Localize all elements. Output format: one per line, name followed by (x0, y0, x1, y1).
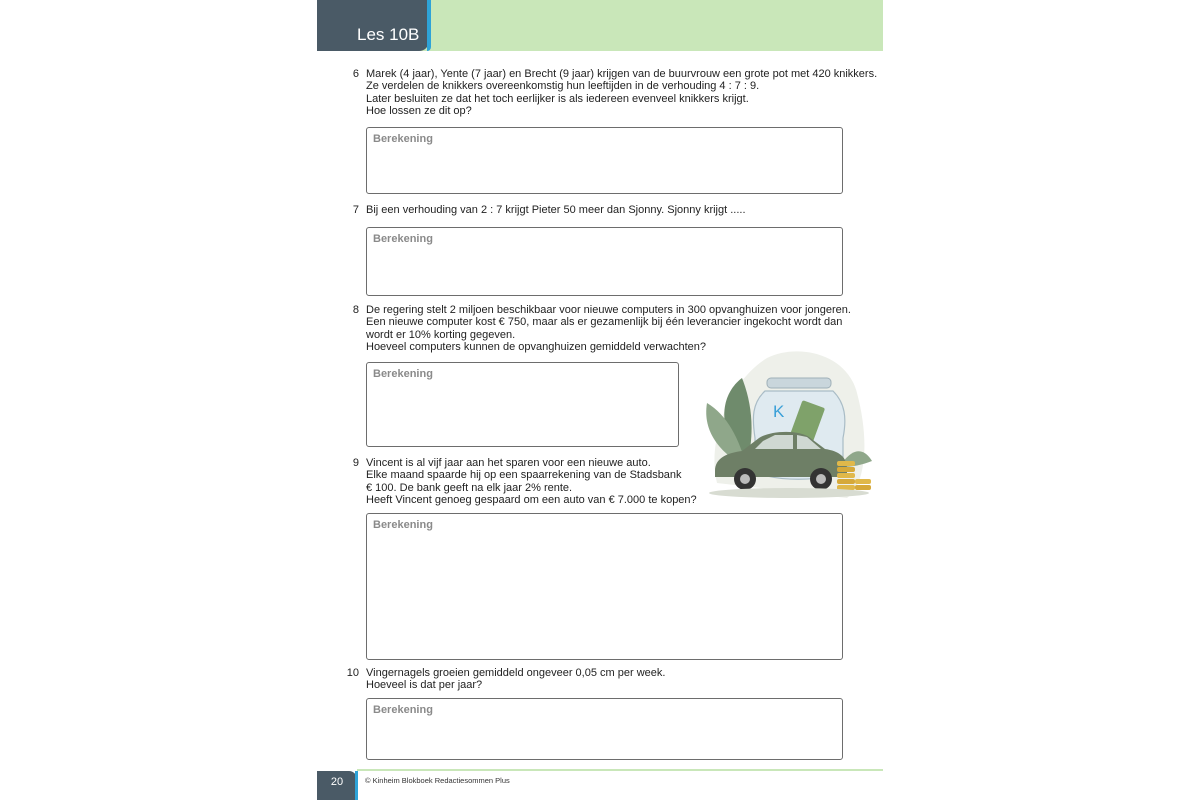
answer-box[interactable] (366, 513, 843, 660)
question-line: Hoeveel is dat per jaar? (366, 679, 483, 692)
answer-box[interactable] (366, 127, 843, 194)
question-number: 6 (352, 68, 359, 80)
answer-box[interactable] (366, 698, 843, 760)
page-number: 20 (330, 776, 344, 788)
question-line: € 100. De bank geeft na elk jaar 2% rente. (366, 481, 573, 494)
question-line: Later besluiten ze dat het toch eerlijker is als iedereen evenveel knikkers krijgt. (366, 92, 749, 105)
question-line: Ze verdelen de knikkers overeenkomstig hun leeftijden in de verhouding 4 : 7 : 9. (366, 80, 760, 93)
answer-box[interactable] (366, 362, 679, 447)
question-number: 10 (346, 667, 359, 679)
jar-letter: K (773, 402, 785, 421)
question-line: Een nieuwe computer kost € 750, maar als er gezamenlijk bij één leverancier ingekocht wordt dan (366, 316, 843, 329)
question-line: Marek (4 jaar), Yente (7 jaar) en Brecht (9 jaar) krijgen van de buurvrouw een grote pot met 420 knikkers. (366, 68, 878, 80)
box-label: Berekening (373, 233, 433, 245)
box-label: Berekening (373, 704, 433, 716)
question-line: Heeft Vincent genoeg gespaard om een auto van € 7.000 te kopen? (366, 493, 697, 506)
box-label: Berekening (373, 519, 433, 531)
question-line: Bij een verhouding van 2 : 7 krijgt Pieter 50 meer dan Sjonny. Sjonny krijgt ..... (366, 204, 746, 216)
question-line: Hoeveel computers kunnen de opvanghuizen gemiddeld verwachten? (366, 340, 707, 353)
footer-rule (357, 769, 883, 771)
question-line: wordt er 10% korting gegeven. (366, 328, 516, 341)
box-label: Berekening (373, 368, 433, 380)
question-text (366, 68, 877, 117)
question-text (366, 667, 665, 692)
box-label: Berekening (373, 133, 433, 145)
copyright-notice: © Kinheim Blokboek Redactiesommen Plus (365, 776, 510, 785)
question-text (366, 204, 746, 216)
question-text (366, 457, 697, 506)
question-line: Vincent is al vijf jaar aan het sparen voor een nieuwe auto. (366, 457, 651, 469)
worksheet-page (317, 0, 883, 800)
question-line: Vingernagels groeien gemiddeld ongeveer 0,05 cm per week. (366, 667, 666, 679)
question-number: 7 (352, 204, 359, 216)
savings-jar-car-illustration (697, 343, 879, 507)
question-line: Hoe lossen ze dit op? (366, 104, 472, 117)
question-number: 8 (352, 304, 359, 316)
question-number: 9 (352, 457, 359, 469)
lesson-title: Les 10B (357, 25, 420, 44)
question-line: De regering stelt 2 miljoen beschikbaar voor nieuwe computers in 300 opvanghuizen voor jongeren. (366, 304, 851, 316)
lesson-tab-accent (427, 0, 431, 51)
question-line: Elke maand spaarde hij op een spaarrekening van de Stadsbank (366, 469, 682, 482)
answer-box[interactable] (366, 227, 843, 296)
